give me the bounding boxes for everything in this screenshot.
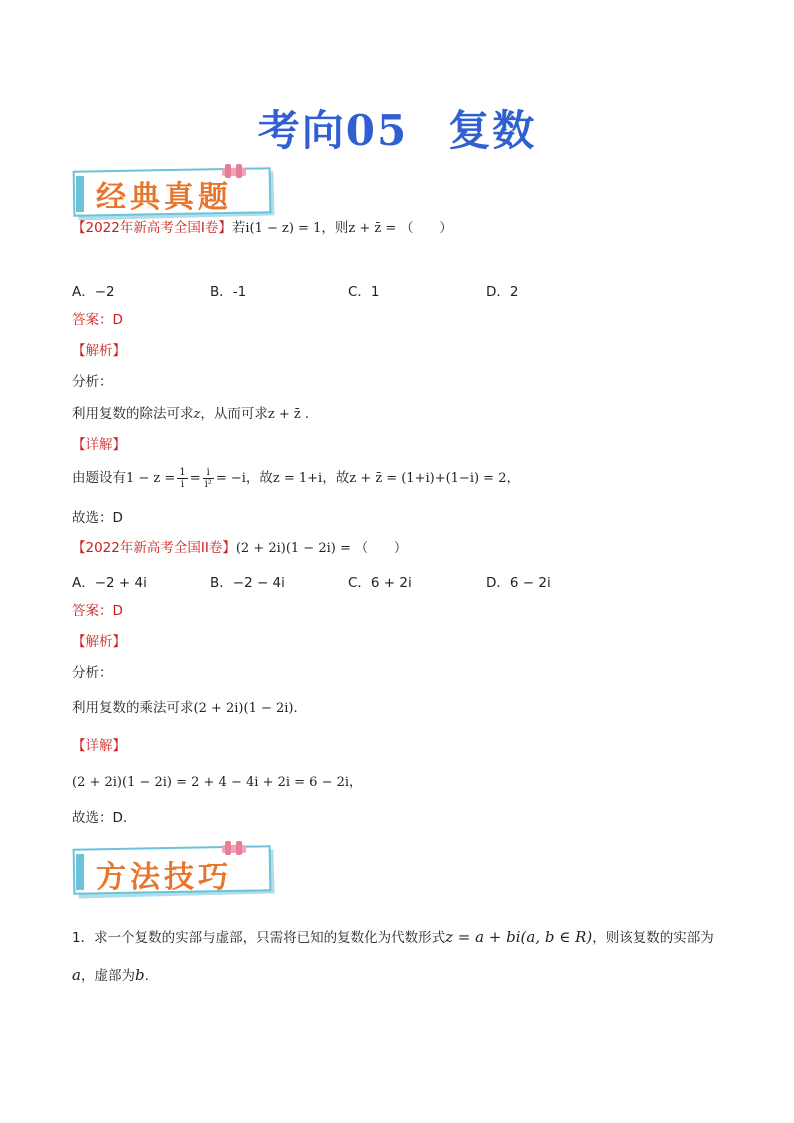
tips-item1-mid: ，虚部为 [80, 968, 135, 984]
q2-detail-head: 【详解】 [72, 738, 126, 754]
q2-method-expr: (2 + 2i)(1 − 2i). [193, 701, 298, 716]
q1-detail-gu1: ，故 [245, 470, 273, 486]
tips-item1-form: z = a + bi(a, b ∈ R) [445, 928, 593, 946]
q2-method [72, 699, 298, 718]
q1-option-d: D．2 [486, 284, 519, 300]
tips-item-1-cont [72, 966, 149, 985]
tips-item-1 [72, 928, 714, 947]
frac1-num: 1 [179, 466, 186, 478]
q2-analysis-head: 【解析】 [72, 634, 126, 650]
section-banner-classic [72, 162, 280, 220]
q2-source: 【2022年新高考全国II卷】 [72, 540, 236, 556]
q2-option-b: B．−2 − 4i [210, 575, 285, 591]
q1-method-mid: ，从而可求 [200, 406, 268, 422]
q2-choice: 故选：D. [72, 810, 128, 826]
q2-option-c: C．6 + 2i [348, 575, 412, 591]
q1-stem-expr: z + z̄ = （ ） [348, 221, 453, 236]
q2-detail-end: ， [349, 774, 363, 790]
q1-detail-end: ， [506, 470, 520, 486]
frac2-den: i² [204, 478, 212, 490]
q1-option-a: A．−2 [72, 284, 115, 300]
q1-stem-eq: i(1 − z) = 1 [245, 221, 322, 236]
q1-detail-head: 【详解】 [72, 437, 126, 453]
frac1-den: i [180, 478, 185, 490]
q1-frac2 [203, 467, 214, 490]
q1-method-expr: z + z̄ . [267, 407, 309, 422]
q2-detail-eq: (2 + 2i)(1 − 2i) = 2 + 4 − 4i + 2i = 6 − 2i [72, 775, 350, 790]
q1-method-pre: 利用复数的除法可求 [72, 406, 194, 422]
q2-answer: 答案：D [72, 603, 123, 619]
title-part2: 复数 [448, 106, 537, 155]
q2-stem [72, 539, 407, 558]
q2-stem-eq: (2 + 2i)(1 − 2i) = （ ） [235, 541, 407, 556]
q1-detail: 由题设有1 − z = $\frac{1}{i}$ = $\frac{i}{\text{i²}}$ = −i，故z = 1+i，故z + z̄ = (1+i)+(1−i) = 2， [72, 466, 520, 490]
q1-method-z: z [193, 407, 201, 422]
tips-item1-end: . [144, 968, 149, 984]
q1-answer: 答案：D [72, 312, 123, 328]
q1-detail-z: z = 1+i [272, 471, 323, 486]
q1-detail-gu2: ，故 [322, 470, 350, 486]
q1-frac1 [177, 467, 187, 490]
section-label-method: 方法技巧 [96, 860, 232, 895]
q2-option-d: D．6 − 2i [486, 575, 551, 591]
q1-detail-pre: 由题设有 [72, 470, 126, 486]
q1-method [72, 405, 309, 424]
q2-detail [72, 773, 363, 792]
q1-analysis-head: 【解析】 [72, 343, 126, 359]
q1-option-c: C．1 [348, 284, 380, 300]
q1-stem [72, 219, 452, 238]
q2-method-pre: 利用复数的乘法可求 [72, 700, 194, 716]
q1-detail-rhs: = −i [215, 471, 246, 486]
q1-option-b: B．-1 [210, 284, 247, 300]
q1-detail-lhs: 1 − z = [126, 471, 176, 486]
q1-stem-mid: ，则 [321, 220, 349, 236]
tips-item1-b: b [134, 966, 145, 984]
page-title [0, 98, 794, 158]
q1-source: 【2022年新高考全国I卷】 [72, 220, 232, 236]
q1-choice: 故选：D [72, 510, 123, 526]
frac2-num: i [203, 467, 214, 479]
tips-item1-a: a [72, 966, 81, 984]
q2-fenxi: 分析： [72, 665, 113, 681]
q1-detail-sum: z + z̄ = (1+i)+(1−i) = 2 [349, 471, 507, 486]
q2-option-a: A．−2 + 4i [72, 575, 147, 591]
q1-stem-pre: 若 [231, 220, 246, 236]
tips-item1-post: ，则该复数的实部为 [592, 930, 714, 946]
q1-fenxi: 分析： [72, 374, 113, 390]
tips-item1-pre: 1．求一个复数的实部与虚部，只需将已知的复数化为代数形式 [72, 930, 446, 946]
section-label-classic: 经典真题 [96, 180, 232, 215]
section-banner-method [72, 838, 280, 896]
title-part1: 考向05 [257, 106, 409, 155]
